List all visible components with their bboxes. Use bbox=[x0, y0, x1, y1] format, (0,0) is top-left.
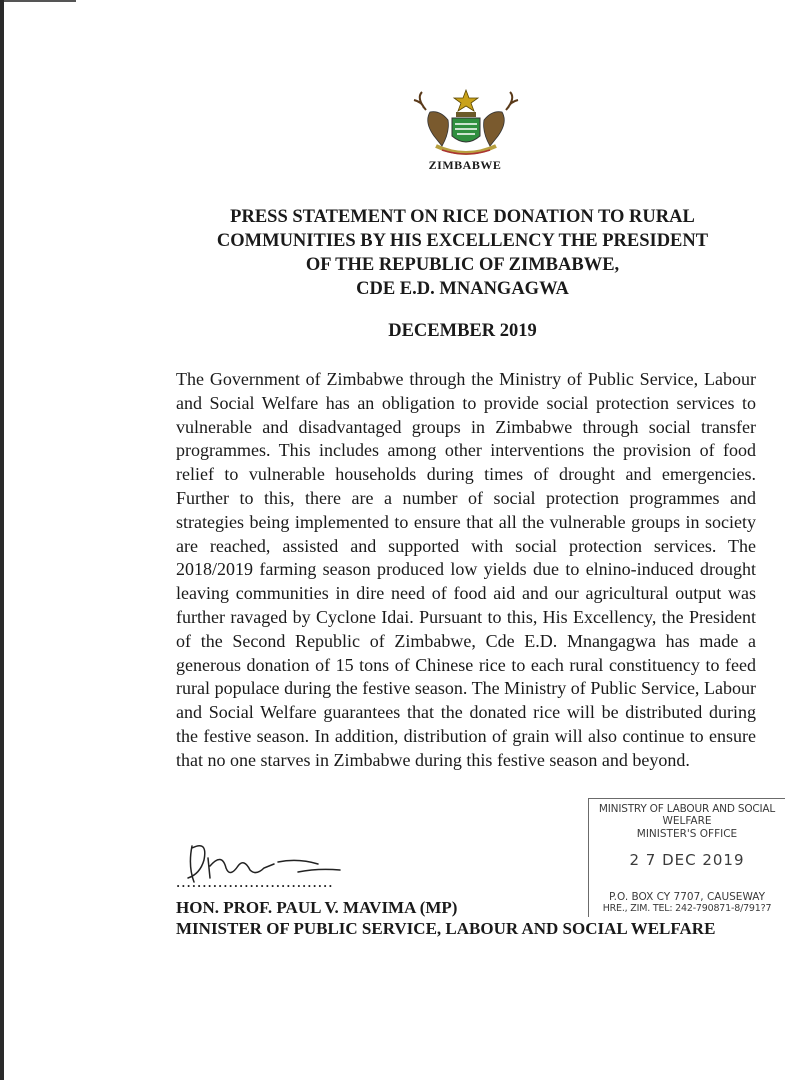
office-stamp bbox=[588, 798, 785, 917]
title-line: CDE E.D. MNANGAGWA bbox=[356, 279, 569, 299]
body-paragraph: The Government of Zimbabwe through the Ministry of Public Service, Labour and Social Welfare has an obligation to provide social protection services to vulnerable and disadvantaged groups in Zimbabwe through social transfer programmes. This includes among other interventions the provision of food relief to vulnerable households during times of drought and emergencies. Further to this, there are a number of social protection programmes and strategies being implemented to ensure that all the vulnerable groups in society are reached, assisted and supported with social protection services. The 2018/2019 farming season produced low yields due to elnino-induced drought leaving communities in dire need of food aid and our agricultural output was further ravaged by Cyclone Idai. Pursuant to this, His Excellency, the President of the Second Republic of Zimbabwe, Cde E.D. Mnangagwa has made a generous donation of 15 tons of Chinese rice to each rural constituency to feed rural populace during the festive season. The Ministry of Public Service, Labour and Social Welfare guarantees that the donated rice will be distributed during the festive season. In addition, distribution of grain will also continue to ensure that no one starves in Zimbabwe during this festive season and beyond. bbox=[176, 369, 756, 770]
signature-line: .............................. bbox=[176, 872, 334, 891]
scan-edge bbox=[0, 0, 4, 1080]
stamp-date: 2 7 DEC 2019 bbox=[629, 851, 745, 869]
scan-mark bbox=[4, 0, 76, 2]
stamp-phone: HRE., ZIM. TEL: 242-790871-8/791?7 bbox=[602, 903, 772, 914]
document-title bbox=[170, 205, 755, 301]
title-line: PRESS STATEMENT ON RICE DONATION TO RURAL bbox=[230, 207, 695, 227]
title-line: OF THE REPUBLIC OF ZIMBABWE, bbox=[305, 255, 620, 275]
coat-of-arms-icon bbox=[412, 88, 520, 158]
stamp-ministry: MINISTRY OF LABOUR AND SOCIAL bbox=[598, 803, 776, 815]
stamp-address: P.O. BOX CY 7707, CAUSEWAY bbox=[608, 891, 766, 903]
stamp-welfare: WELFARE bbox=[662, 815, 712, 827]
stamp-office: MINISTER'S OFFICE bbox=[636, 828, 738, 840]
document-date: DECEMBER 2019 bbox=[388, 321, 537, 341]
country-label: ZIMBABWE bbox=[428, 158, 502, 172]
title-line: COMMUNITIES BY HIS EXCELLENCY THE PRESIDENT bbox=[216, 231, 709, 251]
signatory-title: MINISTER OF PUBLIC SERVICE, LABOUR AND SOCIAL WELFARE bbox=[176, 919, 716, 938]
signatory-name: HON. PROF. PAUL V. MAVIMA (MP) bbox=[176, 898, 458, 917]
